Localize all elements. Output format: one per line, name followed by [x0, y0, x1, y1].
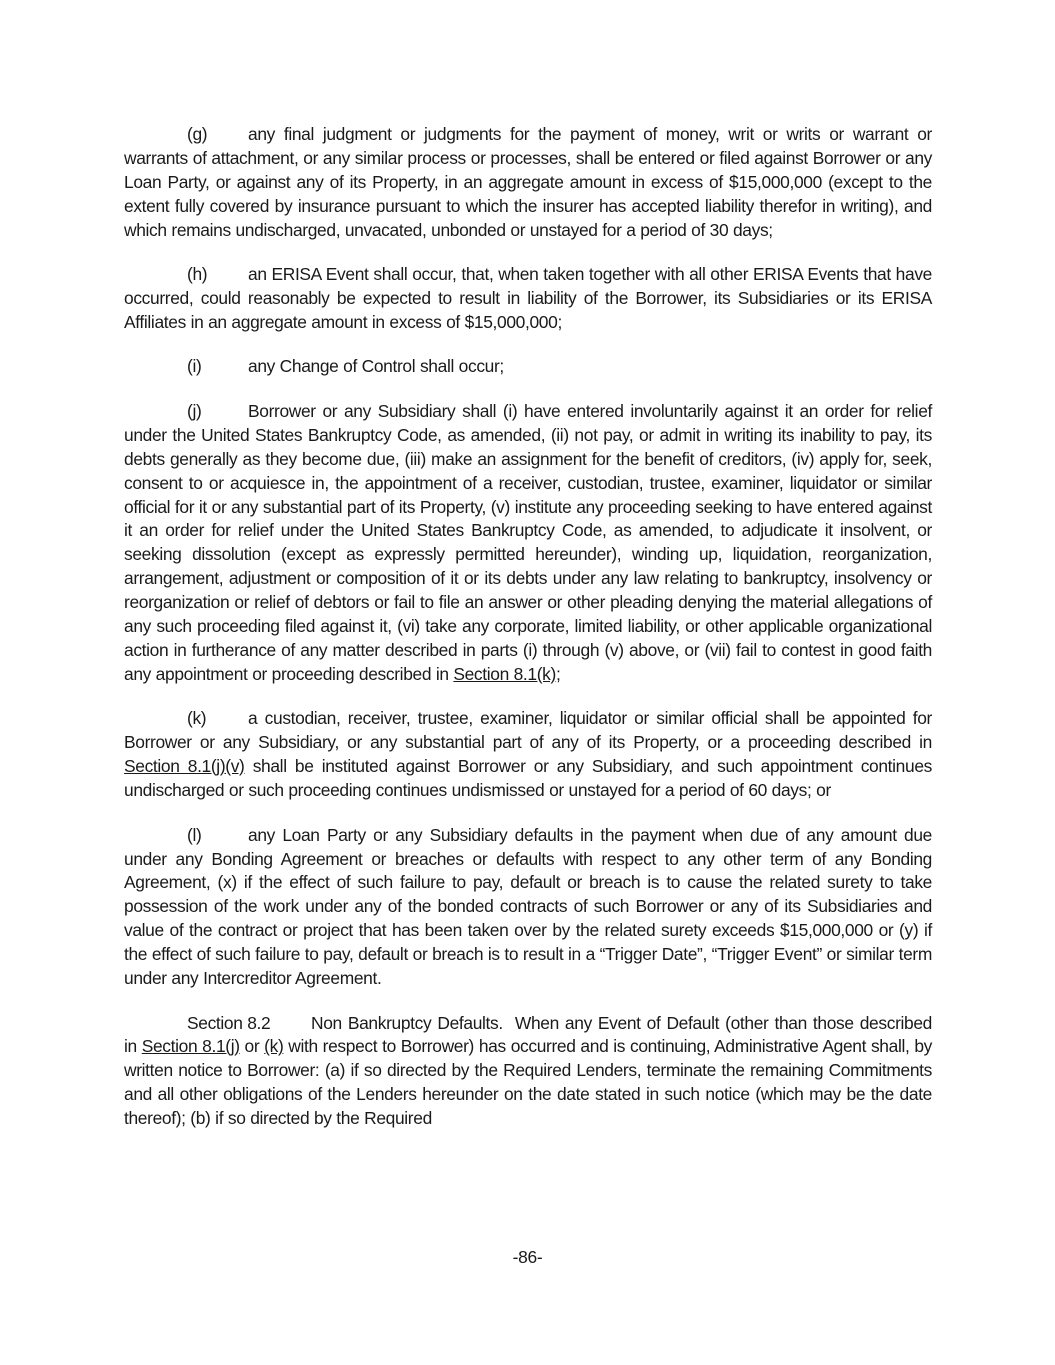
- section-reference-link: Section 8.1(j): [141, 1036, 240, 1057]
- section-reference-link: Section 8.1(k): [453, 663, 556, 684]
- paragraph-text: any final judgment or judgments for the payment of money, writ or writs or warrant or warrants of attachment, or any similar process or processes, shall be entered or filed against Borrower or any Loan Party, or against any of its Property, in an aggregate amount in excess of $15,000,000 (except to the extent fully covered by insurance pursuant to which the insurer has accepted liability therefor in writing), and which remains undischarged, unvacated, unbonded or unstayed for a period of 30 days;: [124, 124, 932, 240]
- section-text: or: [239, 1036, 265, 1057]
- paragraph-label: (k): [187, 708, 207, 729]
- section-text: with respect to Borrower) has occurred and is continuing, Administrative Agent shall, by written notice to Borrower: (a) if so directed by the Required Lenders, terminate the remaining Commitments and all other obligations of the Lenders hereunder on the date stated in such notice (which may be the date thereof); (b) if so directed by the Required: [124, 1036, 932, 1129]
- paragraph-label: (i): [187, 356, 202, 377]
- section-8-2: [124, 1012, 932, 1132]
- paragraph-label: (j): [187, 400, 202, 421]
- section-heading: Non Bankruptcy Defaults.: [311, 1012, 503, 1033]
- paragraph-j: [124, 400, 932, 687]
- paragraph-text: any Change of Control shall occur;: [248, 356, 504, 377]
- paragraph-text-tail: ;: [555, 663, 561, 684]
- page-number: -86-: [512, 1247, 543, 1267]
- paragraph-text: Borrower or any Subsidiary shall (i) have entered involuntarily against it an order for relief under the United States Bankruptcy Code, as amended, (ii) not pay, or admit in writing its inability to pay, its debts generally as they become due, (iii) make an assignment for the benefit of creditors, (iv) apply for, seek, consent to or acquiesce in, the appointment of a receiver, custodian, trustee, examiner, liquidator or similar official for it or any substantial part of its Property, (v) institute any proceeding seeking to have entered against it an order for relief under the United States Bankruptcy Code, as amended, to adjudicate it insolvent, or seeking dissolution (except as expressly permitted hereunder), winding up, liquidation, reorganization, arrangement, adjustment or composition of it or its debts under any law relating to bankruptcy, insolvency or reorganization or relief of debtors or fail to file an answer or other pleading denying the material allegations of any such proceeding filed against it, (vi) take any corporate, limited liability, or other applicable organizational action in furtherance of any matter described in parts (i) through (v) above, or (vii) fail to contest in good faith any appointment or proceeding described in: [124, 400, 932, 684]
- section-reference-link: (k): [264, 1036, 284, 1057]
- paragraph-text-tail: shall be instituted against Borrower or any Subsidiary, and such appointment continues undischarged or such proceeding continues undismissed or unstayed for a period of 60 days; or: [124, 756, 932, 801]
- paragraph-label: (h): [187, 264, 208, 285]
- paragraph-g: [124, 123, 932, 243]
- paragraph-text: an ERISA Event shall occur, that, when taken together with all other ERISA Events that have occurred, could reasonably be expected to result in liability of the Borrower, its Subsidiaries or its ERISA Affiliates in an aggregate amount in excess of $15,000,000;: [124, 264, 932, 332]
- paragraph-l: [124, 824, 932, 991]
- paragraph-text: a custodian, receiver, trustee, examiner, liquidator or similar official shall be appointed for Borrower or any Subsidiary, or any substantial part of any of its Property, or a proceeding described in: [124, 708, 932, 753]
- paragraph-k: [124, 707, 932, 803]
- section-reference-link: Section 8.1(j)(v): [124, 756, 245, 777]
- paragraph-label: (l): [187, 824, 202, 845]
- document-body: [124, 123, 932, 1152]
- paragraph-i: [124, 355, 932, 379]
- paragraph-h: [124, 263, 932, 335]
- section-text: When any Event of Default (other than those described in: [124, 1012, 932, 1057]
- paragraph-text: any Loan Party or any Subsidiary defaults in the payment when due of any amount due under any Bonding Agreement or breaches or defaults with respect to any other term of any Bonding Agreement, (x) if the effect of such failure to pay, default or breach is to cause the related surety to take possession of the work under any of the bonded contracts of such Borrower or any of its Subsidiaries and value of the contract or project that has been taken over by the related surety exceeds $15,000,000 or (y) if the effect of such failure to pay, default or breach is to result in a “Trigger Date”, “Trigger Event” or similar term under any Intercreditor Agreement.: [124, 824, 932, 989]
- section-number: Section 8.2: [187, 1012, 271, 1033]
- paragraph-label: (g): [187, 124, 208, 144]
